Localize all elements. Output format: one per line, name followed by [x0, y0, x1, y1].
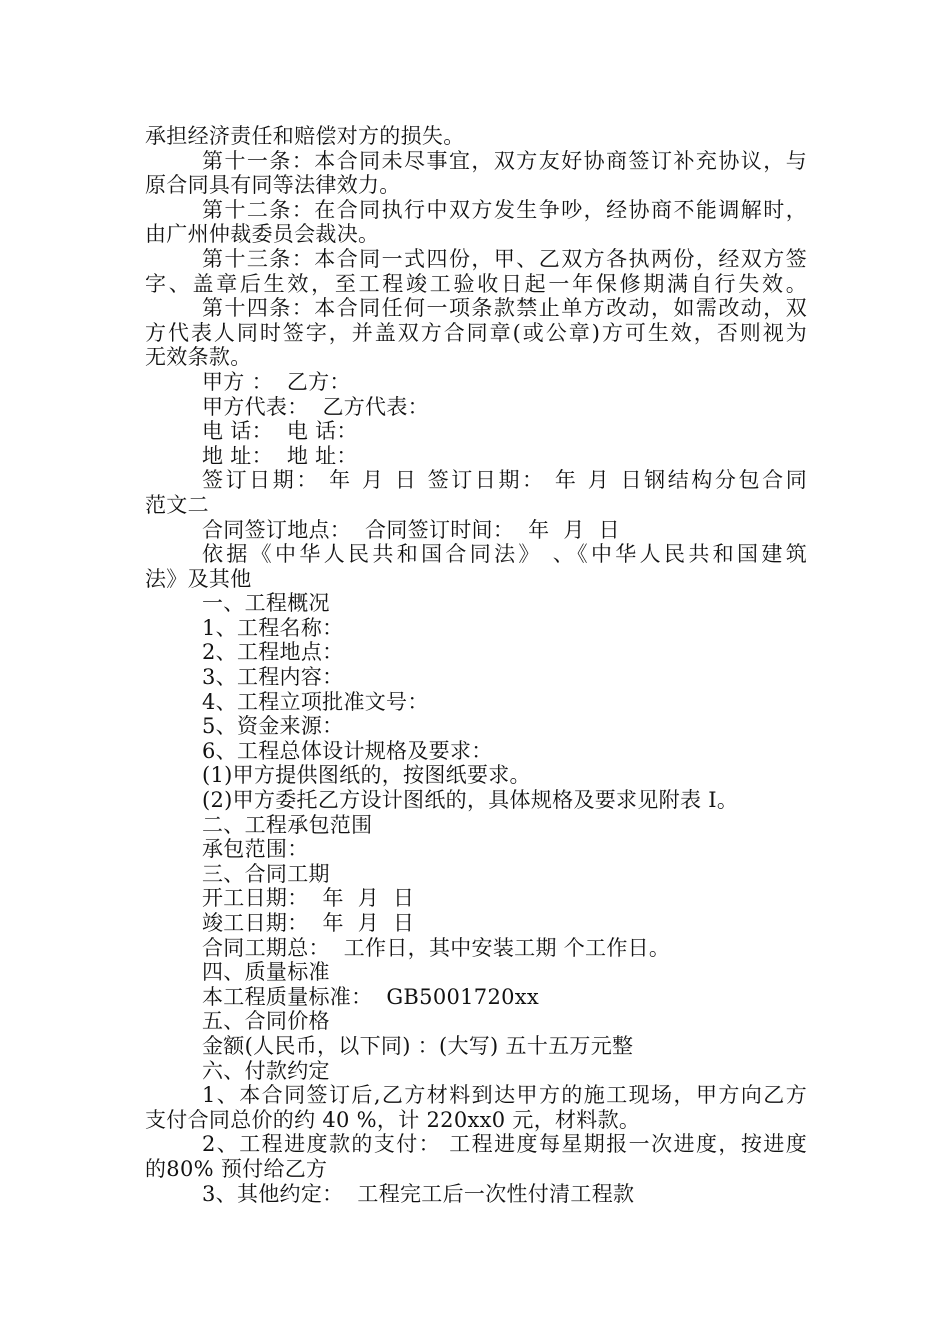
text-line: 竣工日期： 年 月 日 — [202, 911, 415, 935]
text-line: 合同签订地点： 合同签订时间： 年 月 日 — [202, 517, 620, 542]
text-line: 5、资金来源： — [202, 714, 344, 739]
text-line: 1、工程名称： — [202, 615, 344, 640]
text-line: 范文二 — [145, 492, 209, 517]
text-line: 方代表人同时签字，并盖双方合同章(或公章)方可生效，否则视为 — [145, 320, 807, 345]
text-line: 合同工期总： 工作日，其中安装工期 个工作日。 — [202, 935, 671, 960]
text-line: 金额(人民币，以下同) ：(大写) 五十五万元整 — [202, 1033, 634, 1058]
text-line: 原合同具有同等法律效力。 — [145, 173, 401, 198]
text-line: 三、合同工期 — [202, 861, 330, 886]
text-line: 第十四条：本合同任何一项条款禁止单方改动，如需改动，双 — [202, 296, 807, 321]
text-line: 六、付款约定 — [202, 1058, 330, 1083]
text-line: 甲方代表： 乙方代表： — [202, 394, 429, 419]
text-line: (2)甲方委托乙方设计图纸的，具体规格及要求见附表 I。 — [202, 788, 739, 813]
text-line: 2、工程进度款的支付： 工程进度每星期报一次进度，按进度 — [202, 1132, 807, 1157]
text-line: 字、盖章后生效，至工程竣工验收日起一年保修期满自行失效。 — [145, 271, 807, 296]
text-line: 甲方 ： 乙方： — [202, 369, 351, 394]
text-line: 由广州仲裁委员会裁决。 — [145, 222, 380, 247]
text-line: 的80% 预付给乙方 — [145, 1156, 328, 1181]
text-line: 承担经济责任和赔偿对方的损失。 — [145, 124, 465, 148]
text-line: 3、其他约定： 工程完工后一次性付清工程款 — [202, 1181, 635, 1206]
text-line: 承包范围： — [202, 837, 309, 862]
text-line: 4、工程立项批准文号： — [202, 689, 429, 714]
text-line: 电 话： 电 话： — [202, 419, 358, 444]
text-line: 第十三条：本合同一式四份，甲、乙双方各执两份，经双方签 — [202, 246, 807, 271]
text-line: 2、工程地点： — [202, 640, 344, 665]
text-line: 地 址： 地 址： — [202, 443, 358, 468]
text-line: 二、工程承包范围 — [202, 812, 373, 837]
text-line: 一、工程概况 — [202, 591, 330, 616]
document-body — [145, 124, 807, 1206]
text-line: 法》及其他 — [145, 566, 252, 591]
text-line: 支付合同总价的约 40 %，计 220xx0 元，材料款。 — [145, 1107, 641, 1132]
text-line: 无效条款。 — [145, 345, 252, 370]
text-line: 第十一条：本合同未尽事宜，双方友好协商签订补充协议，与 — [202, 148, 807, 173]
text-line: 6、工程总体设计规格及要求： — [202, 738, 493, 763]
text-line: 签订日期： 年 月 日 签订日期： 年 月 日钢结构分包合同 — [202, 468, 807, 493]
text-line: (1)甲方提供图纸的，按图纸要求。 — [202, 763, 531, 788]
text-line: 依据《中华人民共和国合同法》 、《中华人民共和国建筑 — [202, 542, 807, 567]
text-line: 第十二条：在合同执行中双方发生争吵，经协商不能调解时， — [202, 197, 807, 222]
text-line: 四、质量标准 — [202, 960, 330, 985]
text-line: 开工日期： 年 月 日 — [202, 886, 415, 911]
text-line: 五、合同价格 — [202, 1009, 330, 1034]
text-line: 本工程质量标准： GB5001720xx — [202, 984, 540, 1009]
text-line: 1、本合同签订后,乙方材料到达甲方的施工现场，甲方向乙方 — [202, 1083, 807, 1108]
text-line: 3、工程内容： — [202, 665, 344, 690]
